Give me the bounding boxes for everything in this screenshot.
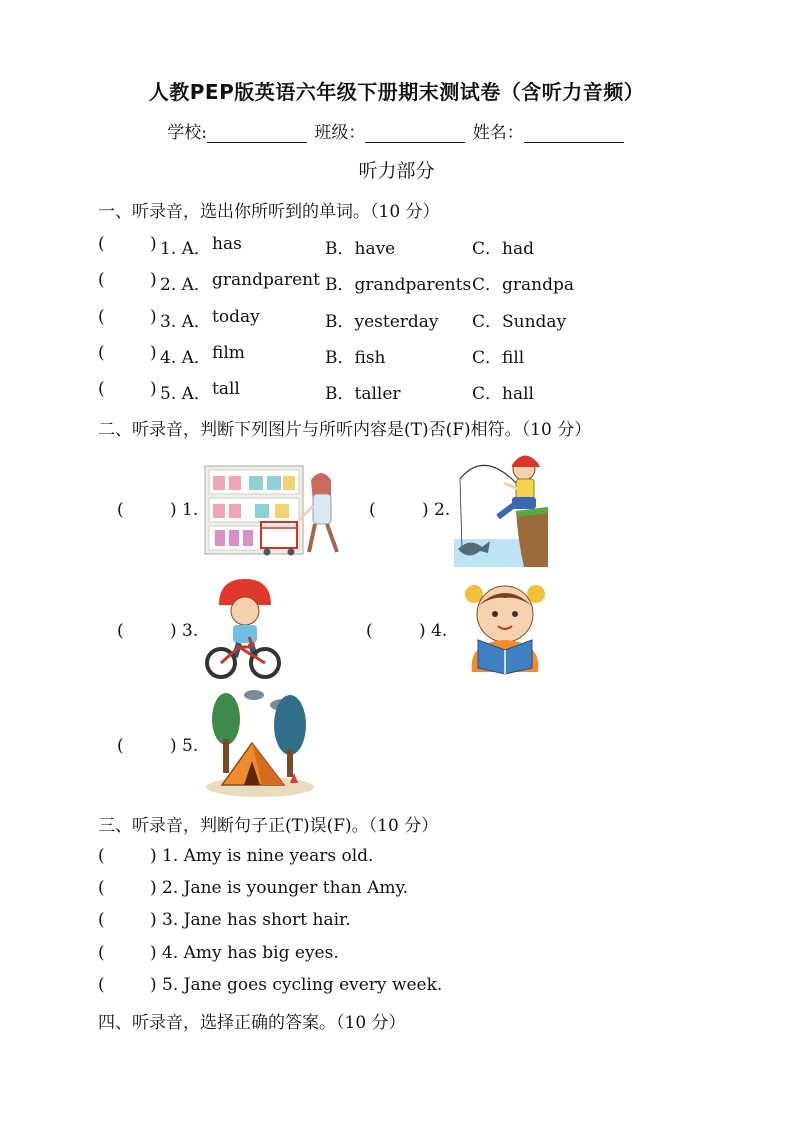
answer-paren[interactable]: ( [117,500,124,520]
section3-item [98,943,718,967]
school-blank[interactable] [207,126,307,143]
picture-item-label: ) 5. [170,736,199,756]
option-b: B．grandparents [325,275,472,295]
answer-paren-close: ) [150,343,157,363]
answer-paren-close: ) [150,270,157,290]
shopping-icon [203,462,345,558]
question-number: 1. A． [160,239,211,259]
section3-heading: 三、听录音，判断句子正(T)误(F)。（10 分） [98,816,439,836]
reading-icon [458,580,552,676]
section3-item [98,975,718,999]
section4-heading: 四、听录音，选择正确的答案。（10 分） [98,1013,406,1033]
section3-item [98,846,718,870]
section-subtitle: 听力部分 [358,160,435,182]
answer-paren[interactable]: ( [98,943,105,963]
section1-item [98,379,718,403]
answer-paren-close: ) [150,379,157,399]
section1-heading: 一、听录音，选出你所听到的单词。（10 分） [98,202,440,222]
answer-paren[interactable]: ( [117,621,124,641]
section2-heading: 二、听录音，判断下列图片与所听内容是(T)否(F)相符。（10 分） [98,420,592,440]
statement-text: ) 5. Jane goes cycling every week. [150,975,443,995]
question-number: 3. A． [160,312,211,332]
option-c: C．Sunday [472,312,567,332]
option-a: film [212,343,245,363]
option-c: C．had [472,239,534,259]
school-label: 学校: [167,123,207,143]
camping-icon [204,689,316,799]
cycling-icon [205,577,281,681]
question-number: 4. A． [160,348,211,368]
class-blank[interactable] [365,126,465,143]
answer-paren[interactable]: ( [98,878,105,898]
question-number: 2. A． [160,275,211,295]
picture-item-label: ) 1. [170,500,199,520]
option-b: B．yesterday [325,312,439,332]
section1-item [98,234,718,258]
option-c: C．fill [472,348,525,368]
section1-item [98,307,718,331]
option-a: grandparent [212,270,320,290]
statement-text: ) 4. Amy has big eyes. [150,943,339,963]
picture-item-label: ) 4. [419,621,448,641]
option-b: B．taller [325,384,401,404]
section3-item [98,878,718,902]
answer-paren[interactable]: ( [369,500,376,520]
name-blank[interactable] [524,126,624,143]
option-a: today [212,307,260,327]
section1-item [98,343,718,367]
answer-paren-close: ) [150,234,157,254]
name-label: 姓名： [472,123,524,143]
answer-paren[interactable]: ( [117,736,124,756]
picture-item-label: ) 3. [170,621,199,641]
statement-text: ) 3. Jane has short hair. [150,910,351,930]
option-a: has [212,234,242,254]
answer-paren-close: ) [150,307,157,327]
option-c: C．hall [472,384,534,404]
answer-paren[interactable]: ( [98,343,105,363]
answer-paren[interactable]: ( [98,379,105,399]
option-a: tall [212,379,240,399]
answer-paren[interactable]: ( [98,234,105,254]
statement-text: ) 2. Jane is younger than Amy. [150,878,409,898]
page-title: 人教PEP版英语六年级下册期末测试卷（含听力音频） [148,80,645,104]
section3-item [98,910,718,934]
answer-paren[interactable]: ( [366,621,373,641]
question-number: 5. A． [160,384,211,404]
answer-paren[interactable]: ( [98,910,105,930]
class-label: 班级： [314,123,366,143]
statement-text: ) 1. Amy is nine years old. [150,846,374,866]
answer-paren[interactable]: ( [98,846,105,866]
option-b: B．have [325,239,396,259]
option-c: C．grandpa [472,275,574,295]
fishing-icon [454,449,548,567]
student-info-line [0,118,793,143]
option-b: B．fish [325,348,386,368]
answer-paren[interactable]: ( [98,270,105,290]
picture-item-label: ) 2. [422,500,451,520]
section1-item [98,270,718,294]
answer-paren[interactable]: ( [98,307,105,327]
answer-paren[interactable]: ( [98,975,105,995]
